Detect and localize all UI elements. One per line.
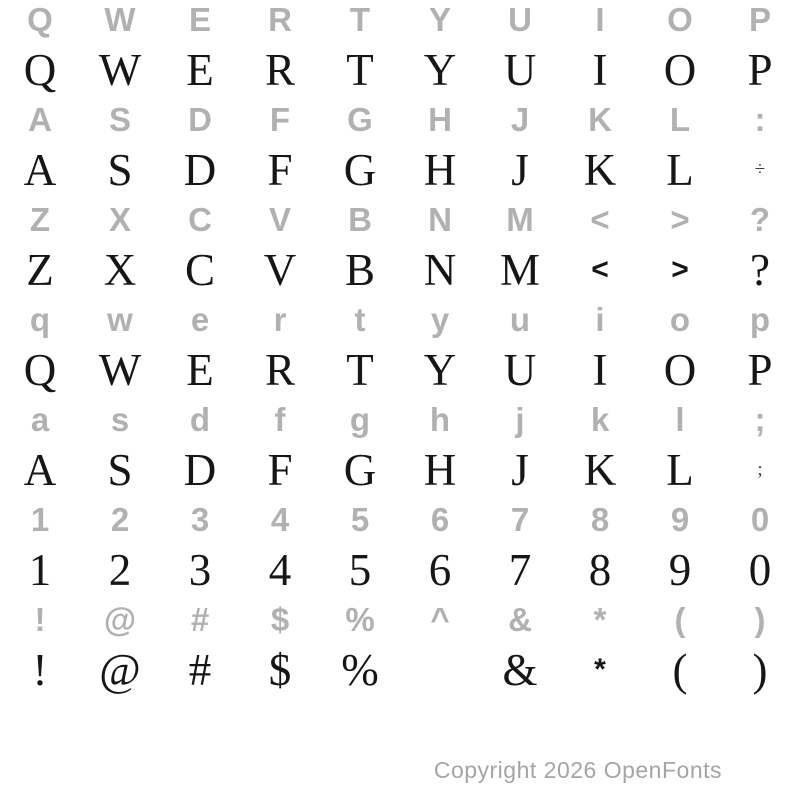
glyph-cell: w [107,301,133,338]
glyph-cell: J [510,101,530,138]
preview-row [0,40,800,100]
reference-row [0,500,800,540]
glyph-cell: F [267,445,293,495]
glyph-cell [400,640,480,700]
glyph-cell: ; [754,401,766,438]
glyph-cell: A [23,145,57,195]
glyph-cell: ) [754,601,766,638]
glyph-cell: Y [428,1,451,38]
glyph-cell: 5 [348,545,372,595]
glyph-cell: d [189,401,211,438]
glyph-cell: J [511,445,529,495]
glyph-cell: ; [757,459,763,480]
preview-row [0,440,800,500]
glyph-cell: ÷ [754,159,766,180]
glyph-cell: Q [23,45,57,95]
glyph-cell: Y [423,45,457,95]
glyph-cell: P [747,45,773,95]
glyph-cell: t [354,301,366,338]
reference-row [0,100,800,140]
glyph-cell: M [499,245,540,295]
glyph-cell: T [346,45,374,95]
glyph-cell: l [675,401,685,438]
glyph-cell: D [188,101,212,138]
glyph-cell: E [186,345,214,395]
glyph-cell: Y [423,345,457,395]
preview-row [0,640,800,700]
glyph-cell: s [110,401,130,438]
glyph-cell: % [341,645,379,695]
glyph-cell: R [268,1,292,38]
glyph-cell: 8 [588,545,612,595]
glyph-cell: # [188,645,212,695]
glyph-cell: p [749,301,771,338]
glyph-cell: C [188,201,212,238]
glyph-cell: # [190,601,210,638]
glyph-cell: O [667,1,693,38]
glyph-cell: * [593,601,607,638]
glyph-cell: * [594,653,606,686]
glyph-cell: 7 [508,545,532,595]
preview-row [0,340,800,400]
glyph-cell: J [511,145,529,195]
glyph-cell: S [107,145,133,195]
glyph-cell: @ [103,601,137,638]
reference-row [0,200,800,240]
glyph-cell: H [423,145,457,195]
glyph-cell: 3 [188,545,212,595]
glyph-cell: L [666,145,694,195]
reference-row [0,400,800,440]
glyph-cell: < [590,201,610,238]
glyph-cell: ? [749,201,771,238]
glyph-cell: G [343,445,377,495]
glyph-cell: e [190,301,210,338]
glyph-cell: o [669,301,691,338]
glyph-cell: 0 [750,501,770,538]
glyph-cell: f [274,401,286,438]
reference-row [0,600,800,640]
glyph-cell: G [343,145,377,195]
glyph-cell: I [592,345,608,395]
glyph-cell: j [515,401,525,438]
glyph-cell: 6 [428,545,452,595]
glyph-cell: I [592,45,608,95]
glyph-cell: T [349,1,371,38]
glyph-cell: V [268,201,291,238]
glyph-cell: $ [270,601,290,638]
glyph-cell: 2 [110,501,130,538]
glyph-cell: B [344,245,375,295]
glyph-cell: h [429,401,451,438]
glyph-cell: > [671,253,689,286]
glyph-cell: D [183,445,217,495]
glyph-cell: C [184,245,215,295]
glyph-cell: 4 [270,501,290,538]
glyph-cell: K [583,145,617,195]
glyph-cell: y [430,301,450,338]
glyph-cell: W [98,345,142,395]
glyph-cell: Q [27,1,53,38]
glyph-cell: a [30,401,50,438]
glyph-cell: K [588,101,612,138]
glyph-cell: S [108,101,131,138]
glyph-cell: E [186,45,214,95]
glyph-cell: I [595,1,605,38]
glyph-cell: S [107,445,133,495]
glyph-cell: P [747,345,773,395]
glyph-cell: ( [672,645,688,695]
glyph-cell: R [264,345,295,395]
glyph-cell: B [348,201,372,238]
glyph-cell: q [29,301,51,338]
glyph-cell: 1 [28,545,52,595]
glyph-cell: k [590,401,610,438]
glyph-cell: : [754,101,766,138]
glyph-cell: u [509,301,531,338]
glyph-cell: G [347,101,373,138]
glyph-cell: 1 [30,501,50,538]
glyph-cell: A [28,101,52,138]
glyph-cell: % [345,601,375,638]
glyph-cell: N [423,245,457,295]
glyph-cell: @ [99,645,141,695]
glyph-cell: E [188,1,211,38]
glyph-cell: > [670,201,690,238]
glyph-cell: F [269,101,291,138]
glyph-cell: P [748,1,771,38]
glyph-cell: X [103,245,137,295]
glyph-cell: Z [29,201,51,238]
glyph-cell: Z [26,245,54,295]
glyph-cell: & [508,601,532,638]
glyph-cell: F [267,145,293,195]
glyph-cell: N [428,201,452,238]
glyph-cell: ! [32,645,48,695]
glyph-cell: M [506,201,534,238]
glyph-cell: < [591,253,609,286]
glyph-cell: W [98,45,142,95]
preview-row [0,240,800,300]
glyph-cell: X [108,201,131,238]
preview-row [0,140,800,200]
glyph-cell: L [666,445,694,495]
glyph-cell: i [595,301,605,338]
glyph-cell: 4 [268,545,292,595]
glyph-cell: 5 [350,501,370,538]
glyph-cell: U [508,1,532,38]
glyph-cell: R [264,45,295,95]
glyph-cell: 8 [590,501,610,538]
glyph-cell: L [669,101,691,138]
glyph-cell: U [503,45,537,95]
copyright-text: Copyright 2026 OpenFonts [433,757,722,783]
glyph-cell: 0 [748,545,772,595]
glyph-cell: 9 [670,501,690,538]
glyph-cell: 7 [510,501,530,538]
glyph-cell: H [423,445,457,495]
glyph-cell: 3 [190,501,210,538]
glyph-cell: r [273,301,287,338]
glyph-cell: g [349,401,371,438]
glyph-cell: 6 [430,501,450,538]
glyph-cell: K [583,445,617,495]
glyph-cell: A [23,445,57,495]
glyph-cell: ! [34,601,46,638]
reference-row [0,0,800,40]
glyph-cell: O [663,345,697,395]
glyph-cell: Q [23,345,57,395]
glyph-cell: U [503,345,537,395]
glyph-cell: O [663,45,697,95]
glyph-cell: 9 [668,545,692,595]
glyph-cell: ? [750,245,770,295]
preview-row [0,540,800,600]
glyph-cell: H [428,101,452,138]
glyph-cell: 2 [108,545,132,595]
glyph-cell: ( [674,601,686,638]
glyph-cell: & [502,645,538,695]
glyph-cell: ) [752,645,768,695]
glyph-cell: D [183,145,217,195]
glyph-cell: T [346,345,374,395]
reference-row [0,300,800,340]
glyph-cell: $ [268,645,292,695]
glyph-cell: W [104,1,136,38]
glyph-cell: ^ [430,601,450,638]
glyph-cell: V [263,245,297,295]
